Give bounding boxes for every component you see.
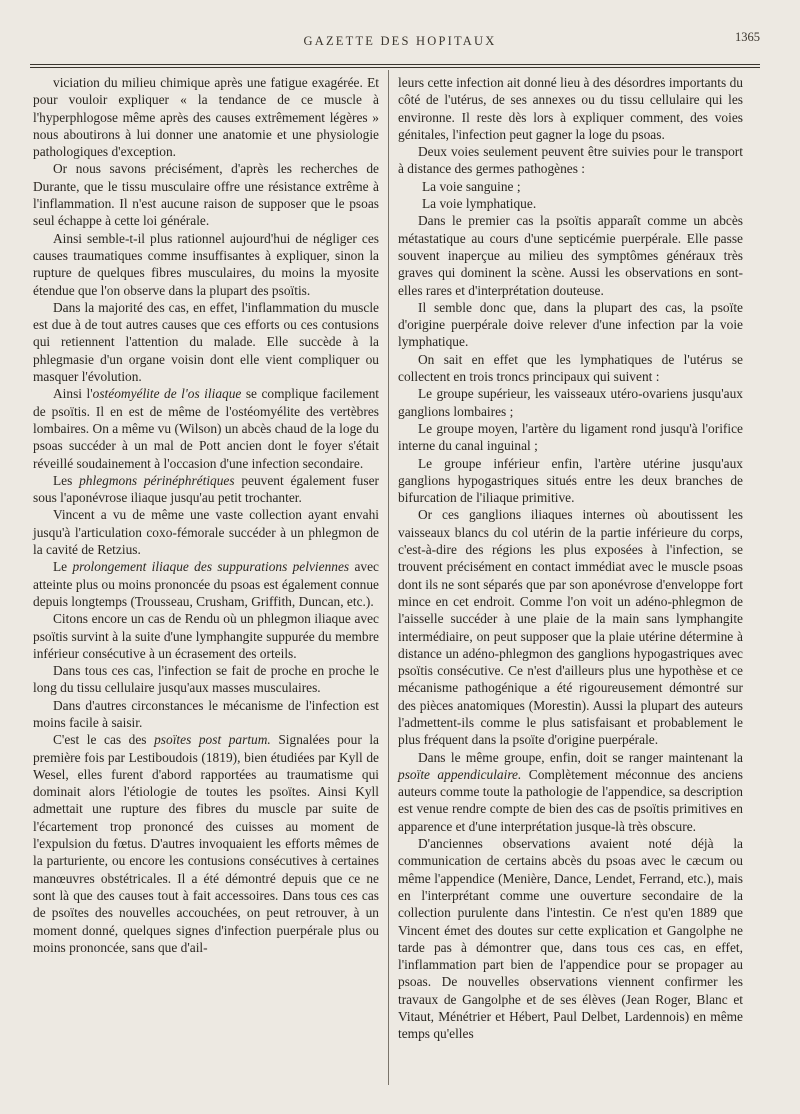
paragraph: D'anciennes observations avaient noté déjà la communication de certains abcès du psoas avec le cæcum ou même l'appendice (Menière, Dance, Lendet, Ferrand, etc.), mais en l'interprétant comme une ouverture secondaire de la collection purulente dans l'intestin. Ce n'est qu'en 1889 que Vincent émet des doutes sur cette explication et Gangolphe ne tarde pas à démontrer que, dans tous ces cas, en effet, l'inflammation part bien de l'appendice pour se propager au psoas. De nouvelles observations viennent confirmer les travaux de Gangolphe et de ses élèves (Jean Roger, Blanc et Vitaut, Ménétrier et Hébert, Paul Delbet, Lardennois) en même temps qu'elles — [398, 836, 743, 1042]
italic-term: ostéomyélite de l'os iliaque — [92, 386, 242, 402]
paragraph: Deux voies seulement peuvent être suivies pour le transport à distance des germes pathogènes : — [398, 144, 743, 177]
paragraph-text: Signalées pour la première fois par Lestiboudois (1819), bien étudiées par Kyll de Wesel, elles furent d'abord rapportées au traumatisme qui dominait alors l'étiologie de toutes les psoïtes. Ainsi Kyll admettait une rupture des fibres du muscle par suite de l'écartement trop prononcé des cuisses au moment de l'expulsion du fœtus. D'autres invoquaient les efforts mêmes de la parturiente, ou encore les contusions consécutives à certaines manœuvres obstétricales. Il a été démontré depuis que ce ne sont là que des causes tout à fait accessoires. Dans tous ces cas de psoïtes des nouvelles accouchées, on peut retrouver, à un moment donné, quelques signes d'infection puerpérale plus ou moins prononcée, sans que d'ail- — [33, 732, 379, 955]
paragraph — [398, 749, 743, 835]
paragraph-text: Les — [53, 472, 80, 488]
paragraph: Le groupe moyen, l'artère du ligament rond jusqu'à l'orifice interne du canal inguinal ; — [398, 420, 743, 454]
italic-term: psoïte appendiculaire. — [398, 766, 522, 782]
paragraph-text: se complique facilement de psoïtis. Il en est de même de l'ostéomyélite des vertèbres lombaires. On a même vu (Wilson) un abcès chaud de la loge du psoas succéder à un mal de Pott ancien dont le foyer s'était réveillé soudainement à l'occasion d'une infection secondaire. — [33, 386, 380, 471]
paragraph: On sait en effet que les lymphatiques de l'utérus se collectent en trois troncs principaux qui suivent : — [398, 351, 743, 385]
header-rule-top — [30, 64, 760, 65]
paragraph: Dans tous ces cas, l'infection se fait de proche en proche le long du tissu cellulaire jusqu'aux masses musculaires. — [33, 663, 379, 696]
paragraph — [33, 558, 379, 610]
italic-term: psoïtes post partum. — [154, 732, 271, 748]
paragraph: Citons encore un cas de Rendu où un phlegmon iliaque avec psoïtis survint à la suite d'une lymphangite suppurée du membre inférieur consécutive à un écrasement des orteils. — [33, 611, 379, 661]
paragraph — [33, 385, 379, 471]
paragraph-text: Ainsi l' — [53, 386, 93, 402]
paragraph-text: Complètement méconnue des anciens auteurs comme toute la pathologie de l'appendice, sa description est venue rendre compte de bien des cas de psoïtis primitives en apparence et d'une interprétation jusque-là très obscure. — [398, 766, 743, 834]
italic-term: phlegmons périnéphrétiques — [79, 472, 235, 488]
right-column — [398, 74, 743, 1043]
header-rule-bottom — [30, 67, 760, 68]
paragraph: Or nous savons précisément, d'après les recherches de Durante, que le tissu musculaire offre une résistance extrême à l'inflammation. Il n'est aucune raison de supposer que le psoas seul échappe à cette loi générale. — [33, 161, 379, 229]
paragraph-text: avec atteinte plus ou moins prononcée du psoas est également connue depuis longtemps (Trousseau, Crusham, Griffith, Duncan, etc.). — [33, 559, 379, 609]
paragraph: Le groupe inférieur enfin, l'artère utérine jusqu'aux ganglions hypogastriques situés entre les deux branches de bifurcation de l'iliaque primitive. — [398, 455, 743, 506]
paragraph: Ainsi semble-t-il plus rationnel aujourd'hui de négliger ces causes traumatiques comme insuffisantes à expliquer, sinon la rupture de quelques fibres musculaires, du moins la myosite étendue que l'on observe dans la plupart des psoïtis. — [33, 230, 379, 298]
page-header — [30, 30, 770, 56]
paragraph: La voie lymphatique. — [422, 196, 537, 212]
paragraph: La voie sanguine ; — [422, 178, 521, 194]
paragraph: Dans d'autres circonstances le mécanisme de l'infection est moins facile à saisir. — [33, 697, 379, 730]
paragraph: Dans la majorité des cas, en effet, l'inflammation du muscle est due à de tout autres causes que ces efforts ou ces contusions qui retiennent l'attention du malade. Elle succède à la phlegmasie d'un organe voisin dont elle vient compliquer ou masquer l'évolution. — [33, 299, 379, 385]
italic-term: prolongement iliaque des suppurations pelviennes — [72, 559, 350, 575]
paragraph — [33, 472, 379, 507]
paragraph: Il semble donc que, dans la plupart des cas, la psoïte d'origine puerpérale doive relever d'une infection par la voie lymphatique. — [398, 299, 743, 350]
paragraph: Le groupe supérieur, les vaisseaux utéro-ovariens jusqu'aux ganglions lombaires ; — [398, 386, 743, 419]
paragraph-text: peuvent également fuser sous l'aponévrose iliaque jusqu'au petit trochanter. — [33, 472, 379, 506]
paragraph: viciation du milieu chimique après une fatigue exagérée. Et pour vouloir expliquer « la tendance de ce muscle à l'hyperphlogose même après des causes extrêmement légères » nous aboutirons à lui donner une anatomie et une physiologie pathologiques d'exception. — [33, 75, 379, 160]
paragraph-text: Le — [53, 559, 73, 575]
journal-title: GAZETTE DES HOPITAUX — [303, 34, 497, 48]
page-number: 1365 — [735, 30, 760, 44]
paragraph-text: C'est le cas des — [53, 732, 155, 748]
paragraph: Vincent a vu de même une vaste collection ayant envahi jusqu'à l'articulation coxo-fémorale succéder à un phlegmon de la cavité de Retzius. — [33, 507, 379, 558]
paragraph: Or ces ganglions iliaques internes où aboutissent les vaisseaux blancs du col utérin de la partie inférieure du corps, c'est-à-dire des régions les plus exposées à l'infection, se trouvent précisément en contact immédiat avec le muscle psoas dont ils ne sont séparés que par son aponévrose d'enveloppe fort mince en cet endroit. Comme l'on voit un adéno-phlegmon de l'aisselle succéder à une plaie de la main sans lymphangite intermédiaire, on peut supposer que la plaie utérine détermine à distance un adéno-phlegmon des ganglions hypogastriques avec psoïtis consécutive. Ce n'est d'ailleurs plus une hypothèse et ce mécanisme pathogénique a été rigoureusement démontré sur des pièces anatomiques (Morestin). Aussi la plupart des auteurs l'admettent-ils comme le plus satisfaisant et probablement le plus fréquent dans la psoïte d'origine puerpérale. — [398, 507, 743, 748]
paragraph: leurs cette infection ait donné lieu à des désordres importants du côté de l'utérus, de ses annexes ou du tissu cellulaire qui les environne. Il reste dès lors à expliquer comment, des voies génitales, l'infection peut gagner la loge du psoas. — [398, 75, 743, 142]
paragraph — [33, 731, 379, 956]
paragraph: Dans le premier cas la psoïtis apparaît comme un abcès métastatique au cours d'une septicémie puerpérale. Elle passe souvent inaperçue au milieu des symptômes généraux très graves qui dominent la scène. Aussi les observations en sont-elles rares et d'interprétation douteuse. — [398, 213, 743, 298]
column-divider — [388, 70, 389, 1085]
paragraph-text: Dans le même groupe, enfin, doit se ranger maintenant la — [418, 749, 743, 765]
left-column — [33, 74, 379, 956]
